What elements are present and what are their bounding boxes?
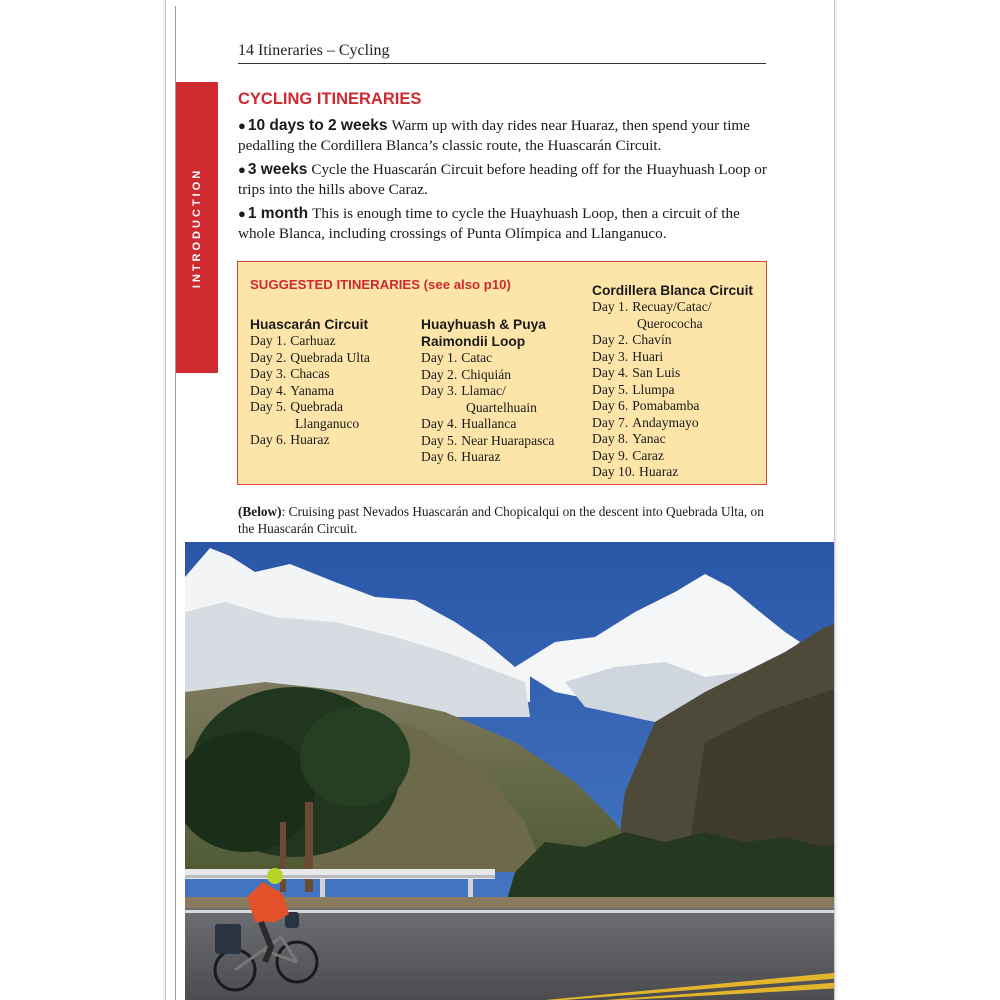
day-stop-continued: Querococha [637,315,703,331]
itinerary-day [250,383,410,400]
day-label: Day 9. [592,447,629,463]
day-stop: San Luis [632,365,681,380]
itinerary-day [592,398,767,415]
itinerary-day [421,367,591,384]
itinerary-day [592,448,767,465]
caption-text: : Cruising past Nevados Huascarán and Chopicalqui on the descent into Quebrada Ulta, on the Huascarán Circuit. [238,504,764,536]
intro-item-lead: 1 month [247,205,309,222]
day-label: Day 4. [592,365,629,380]
day-stop: Huaraz [639,464,679,479]
itinerary-column-huascaran [250,316,410,449]
itinerary-day [250,432,410,449]
itinerary-day [592,365,767,382]
bullet-icon: ● [238,162,246,177]
day-list [250,333,410,449]
intro-item [238,160,770,200]
day-label: Day 7. [592,414,629,430]
running-head: 14 Itineraries – Cycling [238,42,766,64]
itinerary-day [592,349,767,366]
day-label: Day 3. [592,348,629,364]
day-label: Day 2. [592,332,629,347]
day-label: Day 1. [592,299,629,314]
itinerary-column-blanca [592,282,767,481]
cyclist-mountain-photo [185,542,835,1000]
side-tab-label: INTRODUCTION [191,167,204,288]
day-stop: Recuay/Catac/ [632,299,712,314]
day-stop: Chiquián [461,366,512,382]
day-stop-continued: Llanganuco [295,415,360,431]
day-label: Day 10. [592,464,636,479]
day-stop: Huaraz [461,449,501,464]
day-label: Day 2. [250,349,287,365]
day-label: Day 1. [250,333,287,348]
day-label: Day 1. [421,350,458,365]
day-label: Day 6. [421,449,458,464]
day-stop: Caraz [632,447,664,463]
bullet-icon: ● [238,206,246,221]
day-stop: Yanama [290,382,335,398]
day-label: Day 5. [250,399,287,414]
bullet-icon: ● [238,118,246,133]
itinerary-day [421,433,591,450]
day-stop: Huari [632,348,664,364]
day-label: Day 2. [421,366,458,382]
photo-illustration [185,542,835,1000]
photo-caption [238,503,770,537]
itinerary-day [592,415,767,432]
itinerary-column-huayhuash [421,316,591,466]
day-stop: Quebrada [290,399,344,414]
day-stop: Huallanca [461,416,517,431]
itinerary-day [250,399,410,432]
itinerary-day [592,382,767,399]
day-stop: Pomabamba [632,398,700,413]
box-heading: SUGGESTED ITINERARIES (see also p10) [250,277,511,292]
day-list [421,350,591,466]
column-title: Huayhuash & Puya [421,317,546,332]
day-list [592,299,767,481]
itinerary-day [592,431,767,448]
intro-item-text: Warm up with day rides near Huaraz, then spend your time pedalling the Cordillera Blanca’s classic route, the Huascarán Circuit. [238,117,750,154]
day-label: Day 8. [592,431,629,446]
day-stop-continued: Quartelhuain [466,399,537,415]
section-side-tab [176,82,218,373]
itinerary-day [250,366,410,383]
day-label: Day 5. [421,432,458,448]
itinerary-day [250,350,410,367]
suggested-itineraries-box [237,261,767,485]
intro-item [238,204,770,244]
intro-item [238,116,770,156]
day-stop: Yanac [632,431,666,446]
day-label: Day 6. [592,398,629,413]
itinerary-day [421,416,591,433]
intro-item-text: This is enough time to cycle the Huayhuash Loop, then a circuit of the whole Blanca, including crossings of Punta Olímpica and Llanganuco. [238,205,740,242]
viewer-gutter [0,0,165,1000]
document-page [165,0,835,1000]
day-stop: Huaraz [290,432,330,447]
column-title-line2: Raimondii Loop [421,334,526,349]
section-title: CYCLING ITINERARIES [238,90,422,108]
day-label: Day 3. [421,383,458,398]
itinerary-day [592,332,767,349]
intro-item-lead: 3 weeks [247,161,308,178]
intro-item-text: Cycle the Huascarán Circuit before heading off for the Huayhuash Loop or trips into the hills above Caraz. [238,161,767,198]
day-label: Day 6. [250,432,287,447]
day-stop: Chavín [632,332,672,347]
day-stop: Catac [461,350,493,365]
day-stop: Andaymayo [632,414,699,430]
page-content [175,6,835,1000]
itinerary-day [421,449,591,466]
day-stop: Quebrada Ulta [290,349,370,365]
column-title: Cordillera Blanca Circuit [592,283,754,298]
day-label: Day 4. [421,416,458,431]
day-label: Day 5. [592,381,629,397]
intro-list [238,116,770,248]
caption-lead: (Below) [238,504,282,519]
day-stop: Llumpa [632,381,675,397]
day-stop: Chacas [290,366,330,381]
day-label: Day 4. [250,382,287,398]
day-stop: Llamac/ [461,383,506,398]
itinerary-day [592,299,767,332]
itinerary-day [250,333,410,350]
day-stop: Carhuaz [290,333,336,348]
itinerary-day [421,383,591,416]
intro-item-lead: 10 days to 2 weeks [247,117,388,134]
itinerary-day [421,350,591,367]
column-title: Huascarán Circuit [250,317,369,332]
day-label: Day 3. [250,366,287,381]
day-stop: Near Huarapasca [461,432,555,448]
itinerary-day [592,464,767,481]
